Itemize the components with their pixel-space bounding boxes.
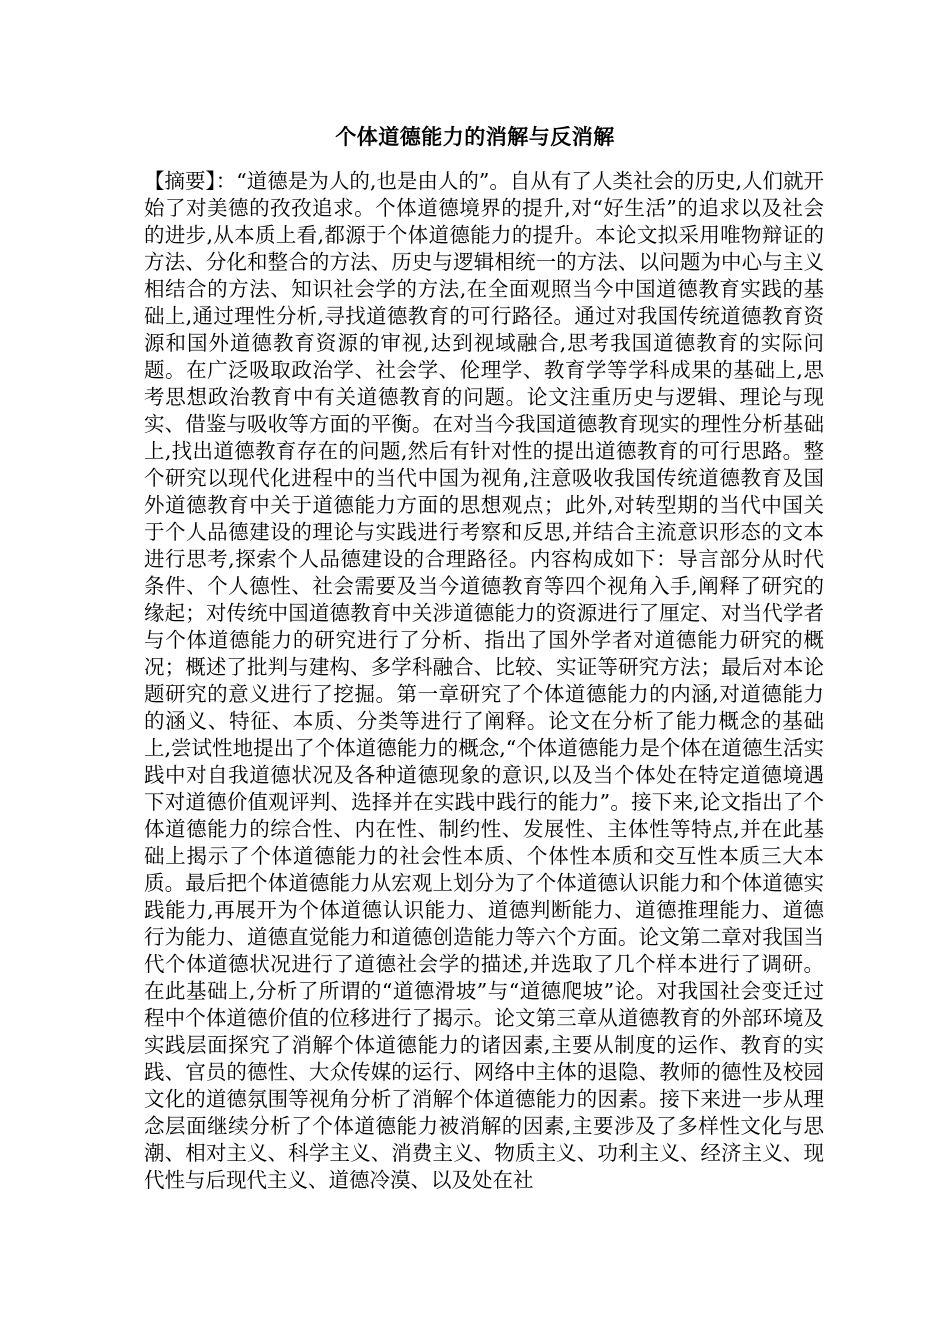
document-title: 个体道德能力的消解与反消解	[335, 125, 615, 149]
abstract-paragraph	[144, 168, 824, 1194]
abstract-label: 【摘要】：	[144, 169, 237, 193]
abstract-text: “道德是为人的,也是由人的”。自从有了人类社会的历史,人们就开始了对美德的孜孜追求。个体道德境界的提升,对“好生活”的追求以及社会的进步,从本质上看,都源于个体道德能力的提升。本论文拟采用唯物辩证的方法、分化和整合的方法、历史与逻辑相统一的方法、以问题为中心与主义相结合的方法、知识社会学的方法,在全面观照当今中国道德教育实践的基础上,通过理性分析,寻找道德教育的可行路径。通过对我国传统道德教育资源和国外道德教育资源的审视,达到视域融合,思考我国道德教育的实际问题。在广泛吸取政治学、社会学、伦理学、教育学等学科成果的基础上,思考思想政治教育中有关道德教育的问题。论文注重历史与逻辑、理论与现实、借鉴与吸收等方面的平衡。在对当今我国道德教育现实的理性分析基础上,找出道德教育存在的问题,然后有针对性的提出道德教育的可行思路。整个研究以现代化进程中的当代中国为视角,注意吸收我国传统道德教育及国外道德教育中关于道德能力方面的思想观点；此外,对转型期的当代中国关于个人品德建设的理论与实践进行考察和反思,并结合主流意识形态的文本进行思考,探索个人品德建设的合理路径。内容构成如下：导言部分从时代条件、个人德性、社会需要及当今道德教育等四个视角入手,阐释了研究的缘起；对传统中国道德教育中关涉道德能力的资源进行了厘定、对当代学者与个体道德能力的研究进行了分析、指出了国外学者对道德能力研究的概况；概述了批判与建构、多学科融合、比较、实证等研究方法；最后对本论题研究的意义进行了挖掘。第一章研究了个体道德能力的内涵,对道德能力的涵义、特征、本质、分类等进行了阐释。论文在分析了能力概念的基础上,尝试性地提出了个体道德能力的概念,“个体道德能力是个体在道德生活实践中对自我道德状况及各种道德现象的意识,以及当个体处在特定道德境遇下对道德价值观评判、选择并在实践中践行的能力”。接下来,论文指出了个体道德能力的综合性、内在性、制约性、发展性、主体性等特点,并在此基础上揭示了个体道德能力的社会性本质、个体性本质和交互性本质三大本质。最后把个体道德能力从宏观上划分为了个体道德认识能力和个体道德实践能力,再展开为个体道德认识能力、道德判断能力、道德推理能力、道德行为能力、道德直觉能力和道德创造能力等六个方面。论文第二章对我国当代个体道德状况进行了道德社会学的描述,并选取了几个样本进行了调研。在此基础上,分析了所谓的“道德滑坡”与“道德爬坡”论。对我国社会变迁过程中个体道德价值的位移进行了揭示。论文第三章从道德教育的外部环境及实践层面探究了消解个体道德能力的诸因素,主要从制度的运作、教育的实践、官员的德性、大众传媒的运行、网络中主体的退隐、教师的德性及校园文化的道德氛围等视角分析了消解个体道德能力的因素。接下来进一步从理念层面继续分析了个体道德能力被消解的因素,主要涉及了多样性文化与思潮、相对主义、科学主义、消费主义、物质主义、功利主义、经济主义、现代性与后现代主义、道德冷漠、以及处在社	[144, 169, 825, 1192]
